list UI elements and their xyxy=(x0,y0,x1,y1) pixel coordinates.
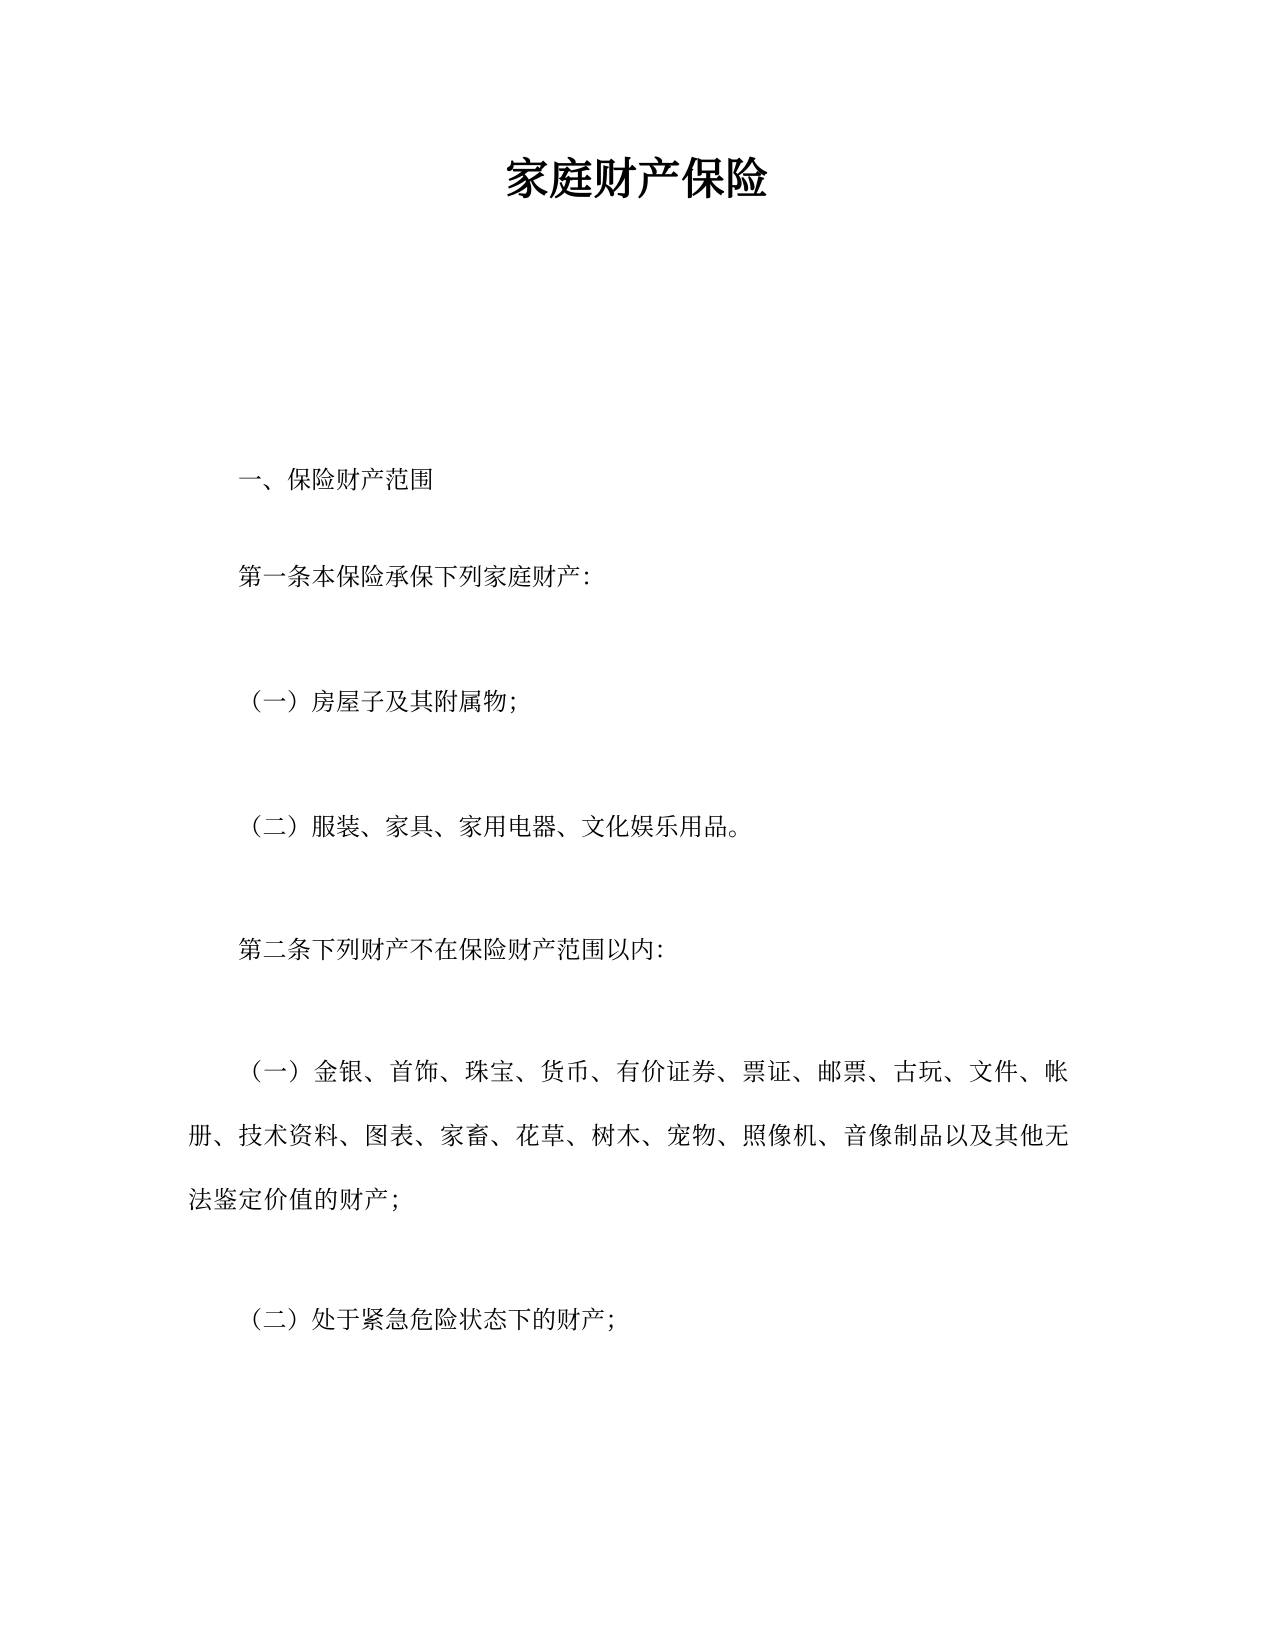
section-heading: 一、保险财产范围 xyxy=(238,466,434,494)
article-1-item-2: （二）服装、家具、家用电器、文化娱乐用品。 xyxy=(238,813,753,841)
article-2-paragraph: 第二条下列财产不在保险财产范围以内： xyxy=(238,936,679,964)
article-2-item-1: （一）金银、首饰、珠宝、货币、有价证券、票证、邮票、古玩、文件、帐册、技术资料、图表、家畜、花草、树木、宠物、照像机、音像制品以及其他无法鉴定价值的财产； xyxy=(188,1058,1070,1214)
article-1-item-1: （一）房屋子及其附属物； xyxy=(238,688,532,716)
article-2-item-2: （二）处于紧急危险状态下的财产； xyxy=(238,1306,630,1334)
article-1-paragraph: 第一条本保险承保下列家庭财产： xyxy=(238,563,606,591)
document-title: 家庭财产保险 xyxy=(505,155,770,205)
